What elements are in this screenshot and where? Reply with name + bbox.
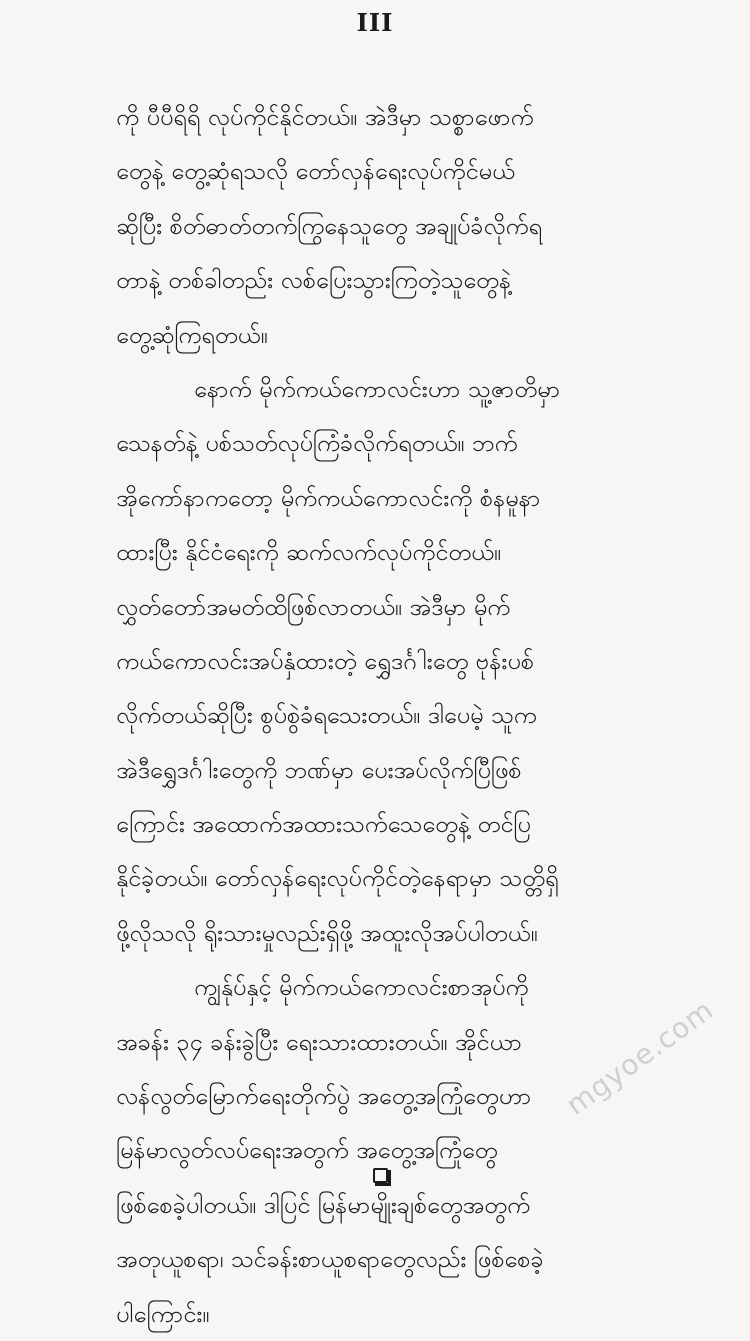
text-line: အတုယူစရာ၊ သင်ခန်းစာယူစရာတွေလည်း ဖြစ်စေခဲ့ (116, 1245, 544, 1274)
end-of-section-square-icon (373, 1168, 388, 1183)
page-number: III (356, 8, 394, 37)
text-line: ကို ပီပီရိရိ လုပ်ကိုင်နိုင်တယ်။ အဲဒီမှာ သစ္စာဖောက် (116, 103, 534, 131)
text-line: နိုင်ခဲ့တယ်။ တော်လှန်ရေးလုပ်ကိုင်တဲ့နေရာမှာ သတ္တိရှိ (116, 864, 559, 893)
text-line: အခန်း ၃၄ ခန်းခွဲပြီး ရေးသားထားတယ်။ အိုင်ယာ (116, 1027, 522, 1056)
text-line: ကြောင်း အထောက်အထားသက်သေတွေနဲ့ တင်ပြ (116, 810, 531, 839)
body-text (116, 90, 646, 1341)
text-line: လွှတ်တော်အမတ်ထိဖြစ်လာတယ်။ အဲဒီမှာ မိုက် (116, 592, 511, 621)
text-line: အဲဒီရွှေဒင်္ဂါးတွေကို ဘဏ်မှာ ပေးအပ်လိုက်ပြီဖြစ် (116, 755, 522, 784)
text-line: တာနဲ့ တစ်ခါတည်း လစ်ပြေးသွားကြတဲ့သူတွေနဲ့ (116, 266, 512, 295)
text-line: အိုကော်နာကတော့ မိုက်ကယ်ကောလင်းကို စံနမူနာ (116, 483, 541, 512)
text-line: လန်လွတ်မြောက်ရေးတိုက်ပွဲ အတွေ့အကြုံတွေဟာ (116, 1082, 532, 1111)
paragraph-first-line: နောက် မိုက်ကယ်ကောလင်းဟာ သူ့ဇာတိမှာ (194, 374, 561, 403)
text-line: တွေနဲ့ တွေ့ဆုံရသလို တော်လှန်ရေးလုပ်ကိုင်မယ် (116, 157, 515, 186)
text-line: ကယ်ကောလင်းအပ်နှံထားတဲ့ ရွှေဒင်္ဂါးတွေ ဗုန်းပစ် (116, 646, 534, 675)
paragraph-first-line: ကျွန်ုပ်နှင့် မိုက်ကယ်ကောလင်းစာအုပ်ကို (194, 973, 529, 1002)
watermark: mgyoe.com (560, 992, 720, 1122)
text-line: မြန်မာလွတ်လပ်ရေးအတွက် အတွေ့အကြုံတွေ (116, 1136, 498, 1165)
text-line: ထားပြီး နိုင်ငံရေးကို ဆက်လက်လုပ်ကိုင်တယ်။ (116, 538, 502, 567)
text-line: ဖို့လိုသလို ရိုးသားမှုလည်းရှိဖို့ အထူးလိုအပ်ပါတယ်။ (116, 918, 538, 947)
text-line: တွေ့ဆုံကြရတယ်။ (116, 320, 268, 349)
text-line: ပါကြောင်း။ (116, 1299, 210, 1328)
text-line: သေနတ်နဲ့ ပစ်သတ်လုပ်ကြံခံလိုက်ရတယ်။ ဘက် (116, 429, 518, 458)
text-line: လိုက်တယ်ဆိုပြီး စွပ်စွဲခံရသေးတယ်။ ဒါပေမဲ့ သူက (116, 701, 537, 730)
text-line: ဖြစ်စေခဲ့ပါတယ်။ ဒါပြင် မြန်မာမျိုးချစ်တွေအတွက် (116, 1190, 531, 1219)
text-line: ဆိုပြီး စိတ်ဓာတ်တက်ကြွနေသူတွေ အချုပ်ခံလိုက်ရ (116, 211, 542, 240)
